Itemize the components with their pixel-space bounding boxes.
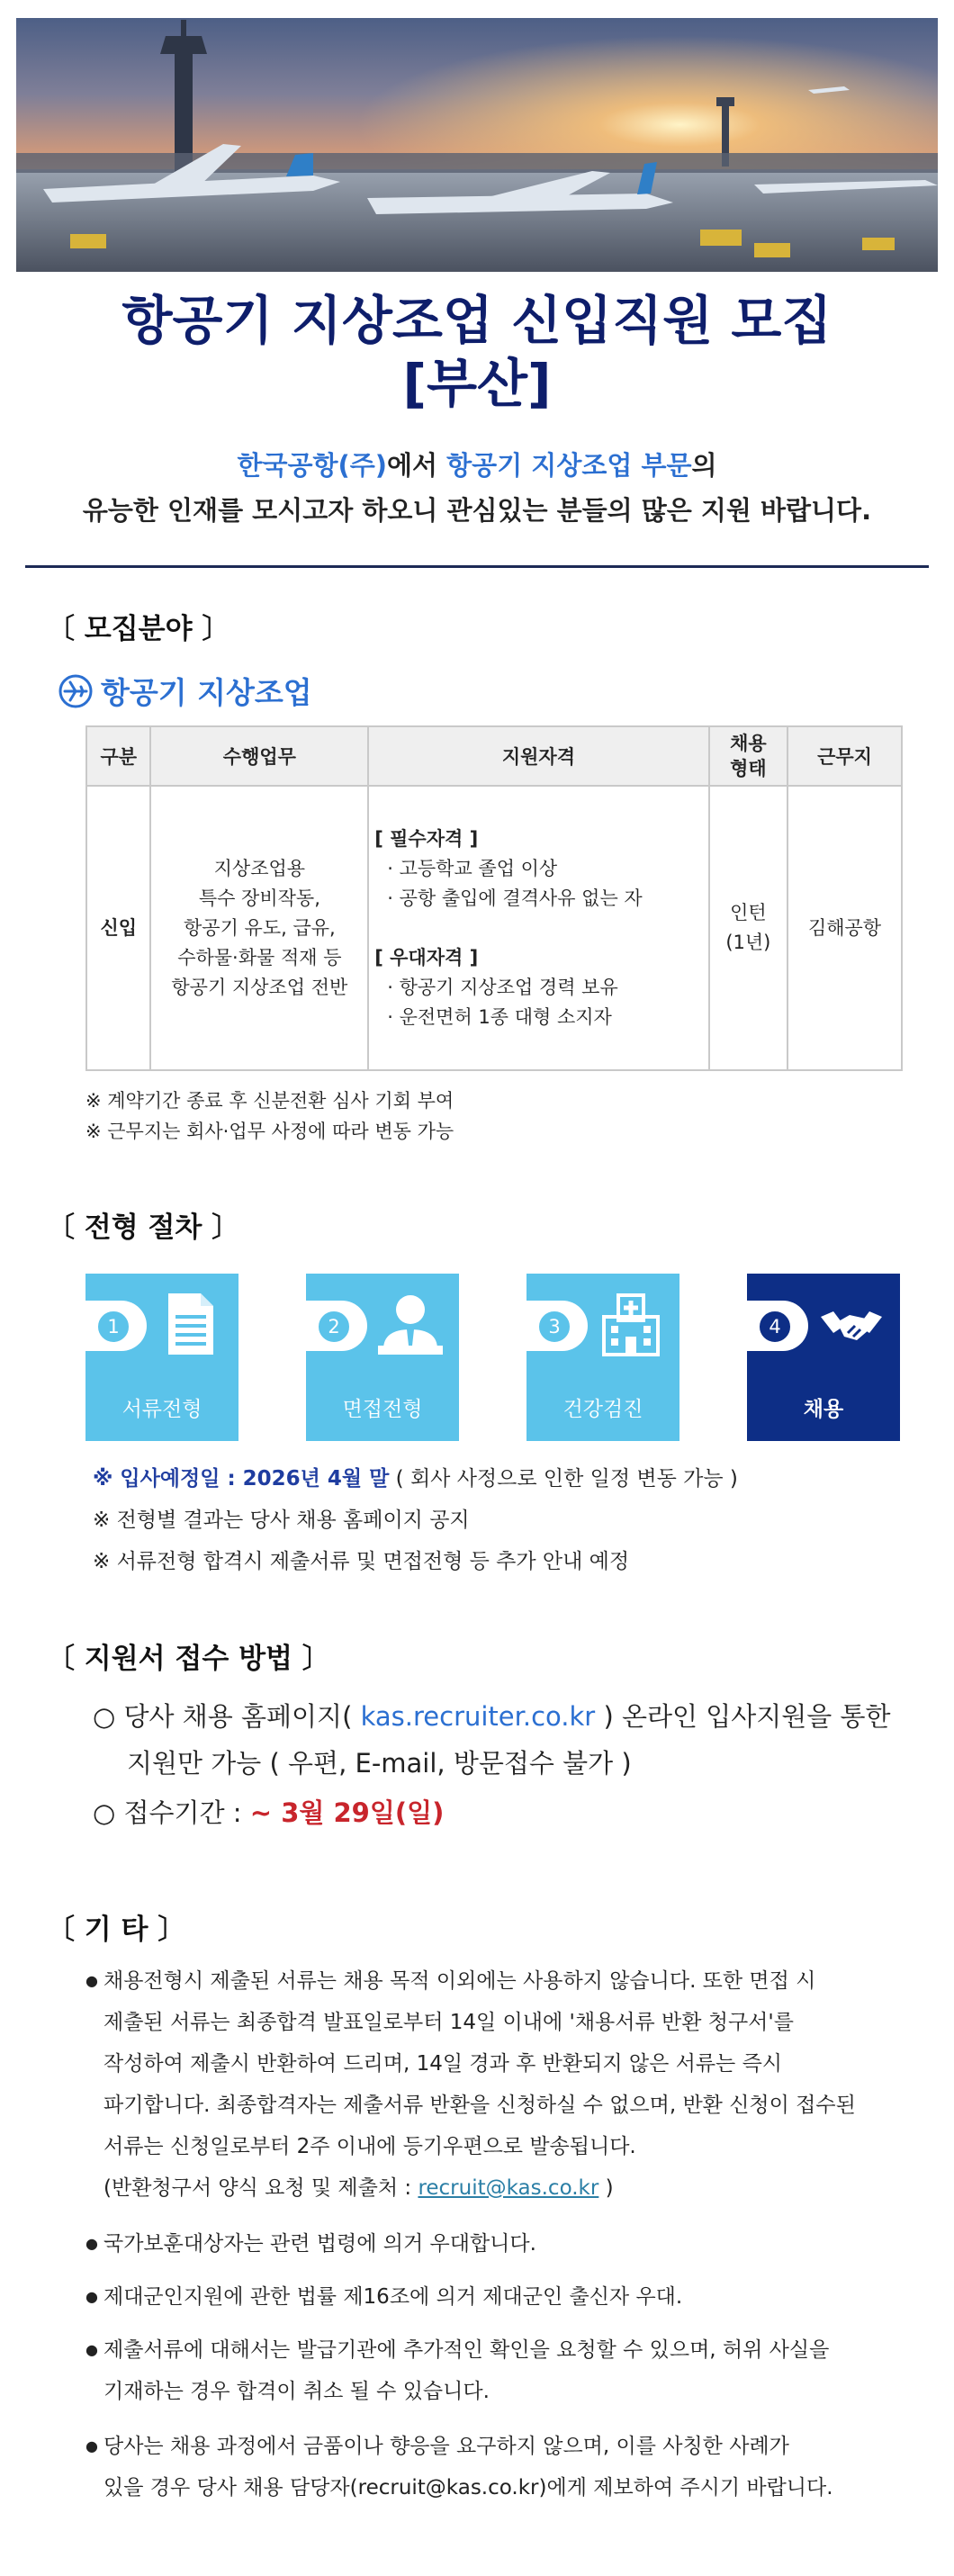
employment-type: 인턴 xyxy=(730,902,767,923)
step-number: 4 xyxy=(758,1310,792,1344)
col-duties: 수행업무 xyxy=(150,726,368,786)
process-note-start-date xyxy=(93,1462,738,1491)
required-heading: [ 필수자격 ] xyxy=(374,827,479,850)
misc-line: 기재하는 경우 합격이 취소 될 수 있습니다. xyxy=(104,2380,490,2403)
step-number: 1 xyxy=(96,1310,130,1344)
misc-line-contact xyxy=(104,2167,896,2209)
section-title-process: 〔 전형 절차 〕 xyxy=(47,1211,240,1244)
preferred-item: · 운전면허 1종 대형 소지자 xyxy=(387,1005,612,1028)
duty-line: 특수 장비작동, xyxy=(198,887,320,909)
airport-sunset-illustration xyxy=(16,18,938,272)
contact-end: ) xyxy=(598,2176,614,2200)
step-label: 서류전형 xyxy=(122,1398,202,1421)
bullet-icon: ● xyxy=(86,2235,98,2252)
preferred-item: · 항공기 지상조업 경력 보유 xyxy=(387,976,618,998)
misc-line: 당사는 채용 과정에서 금품이나 향응을 요구하지 않으며, 이를 사칭한 사례가 xyxy=(104,2435,789,2458)
cell-duties xyxy=(150,786,368,1070)
handshake-icon xyxy=(817,1290,886,1358)
col-category: 구분 xyxy=(86,726,150,786)
table-header-row xyxy=(86,726,902,786)
cell-category: 신입 xyxy=(86,786,150,1070)
misc-item-fraud-warning xyxy=(86,2426,896,2508)
process-step-2 xyxy=(306,1274,459,1441)
col-qualification: 지원자격 xyxy=(368,726,708,786)
job-note: ※ 계약기간 종료 후 신분전환 심사 기회 부여 xyxy=(86,1090,454,1112)
process-note: ※ 서류전형 합격시 제출서류 및 면접전형 등 추가 안내 예정 xyxy=(93,1550,630,1573)
process-step-4 xyxy=(747,1274,900,1441)
duty-line: 항공기 지상조업 전반 xyxy=(171,976,348,998)
job-note: ※ 근무지는 회사·업무 사정에 따라 변동 가능 xyxy=(86,1121,454,1142)
step-number: 3 xyxy=(537,1310,572,1344)
preferred-heading: [ 우대자격 ] xyxy=(374,946,479,968)
document-icon xyxy=(156,1290,224,1358)
process-step-1 xyxy=(86,1274,238,1441)
apply-method-line-2: 지원만 가능 ( 우편, E-mail, 방문접수 불가 ) xyxy=(127,1748,632,1779)
required-item: · 고등학교 졸업 이상 xyxy=(387,857,558,879)
apply-period-label: ○ 접수기간 : xyxy=(93,1797,250,1828)
apply-period xyxy=(93,1793,444,1830)
misc-line: 서류는 신청일로부터 2주 이내에 등기우편으로 발송됩니다. xyxy=(104,2135,636,2158)
employment-duration: (1년) xyxy=(725,932,771,953)
start-date-highlight: ※ 입사예정일 : 2026년 4월 말 xyxy=(93,1467,390,1491)
misc-line: 제출서류에 대해서는 발급기관에 추가적인 확인을 요청할 수 있으며, 허위 사실을 xyxy=(104,2338,830,2362)
misc-line: 채용전형시 제출된 서류는 채용 목적 이외에는 사용하지 않습니다. 또한 면접 시 xyxy=(104,1969,816,1993)
bullet-icon: ● xyxy=(86,2288,98,2305)
apply-deadline: ~ 3월 29일(일) xyxy=(249,1797,445,1828)
bullet-icon: ● xyxy=(86,2341,98,2358)
cell-location: 김해공항 xyxy=(788,786,902,1070)
col-location: 근무지 xyxy=(788,726,902,786)
process-note: ※ 전형별 결과는 당사 채용 홈페이지 공지 xyxy=(93,1509,470,1532)
section-title-misc: 〔 기 타 〕 xyxy=(47,1914,186,1946)
airplane-circle-icon xyxy=(58,673,94,709)
step-label: 면접전형 xyxy=(342,1398,423,1421)
job-heading xyxy=(58,670,312,712)
col-employment-type: 채용 형태 xyxy=(709,726,788,786)
interviewer-icon xyxy=(376,1290,445,1358)
cell-qualification xyxy=(368,786,708,1070)
bullet-icon: ● xyxy=(86,1972,98,1989)
intro-mid: 에서 xyxy=(387,450,447,481)
recruit-site-link[interactable]: kas.recruiter.co.kr xyxy=(360,1701,596,1732)
misc-line: 작성하여 제출시 반환하여 드리며, 14일 경과 후 반환되지 않은 서류는 즉시 xyxy=(104,2052,783,2076)
apply-method-line-1 xyxy=(93,1697,891,1734)
recruit-table xyxy=(86,725,903,1071)
intro-company: 한국공항(주) xyxy=(237,450,388,481)
hero-airport-image xyxy=(16,18,938,272)
table-row xyxy=(86,786,902,1070)
title-box xyxy=(16,272,938,443)
intro-end: 의 xyxy=(691,450,717,481)
misc-item-documents xyxy=(86,1960,896,2209)
misc-line: 제출된 서류는 최종합격 발표일로부터 14일 이내에 '채용서류 반환 청구서'를 xyxy=(104,2011,794,2034)
hospital-icon xyxy=(597,1290,665,1358)
section-title-field: 〔 모집분야 〕 xyxy=(47,613,230,645)
page-title: 항공기 지상조업 신입직원 모집 xyxy=(122,290,832,351)
contact-label: (반환청구서 양식 요청 및 제출처 : xyxy=(104,2176,418,2200)
intro-line-1 xyxy=(0,446,954,482)
apply-text: ○ 당사 채용 홈페이지( xyxy=(93,1701,361,1732)
bullet-icon: ● xyxy=(86,2437,98,2454)
intro-dept: 항공기 지상조업 부문 xyxy=(446,450,692,481)
misc-line: 국가보훈대상자는 관련 법령에 의거 우대합니다. xyxy=(104,2232,536,2256)
start-date-rest: ( 회사 사정으로 인한 일정 변동 가능 ) xyxy=(389,1467,738,1491)
misc-line: 파기합니다. 최종합격자는 제출서류 반환을 신청하실 수 없으며, 반환 신청이 접수된 xyxy=(104,2094,856,2117)
page-title-region: [부산] xyxy=(402,353,552,414)
misc-item-veterans xyxy=(86,2223,896,2265)
duty-line: 항공기 유도, 급유, xyxy=(184,916,336,939)
job-name: 항공기 지상조업 xyxy=(101,675,312,710)
step-label: 채용 xyxy=(803,1398,844,1421)
process-step-3 xyxy=(526,1274,680,1441)
cell-employment-type xyxy=(709,786,788,1070)
misc-line: 제대군인지원에 관한 법률 제16조에 의거 제대군인 출신자 우대. xyxy=(104,2285,683,2309)
section-title-apply: 〔 지원서 접수 방법 〕 xyxy=(47,1643,330,1675)
recruit-email-link[interactable]: recruit@kas.co.kr xyxy=(418,2176,599,2200)
step-number: 2 xyxy=(317,1310,351,1344)
duty-line: 수하물·화물 적재 등 xyxy=(177,946,342,968)
apply-text: ) 온라인 입사지원을 통한 xyxy=(595,1701,891,1732)
step-label: 건강검진 xyxy=(562,1398,644,1421)
misc-line: 있을 경우 당사 채용 담당자(recruit@kas.co.kr)에게 제보하여 주시기 바랍니다. xyxy=(104,2476,833,2499)
intro-line-2: 유능한 인재를 모시고자 하오니 관심있는 분들의 많은 지원 바랍니다. xyxy=(82,495,872,526)
duty-line: 지상조업용 xyxy=(213,857,306,879)
required-item: · 공항 출입에 결격사유 없는 자 xyxy=(387,887,643,909)
section-divider xyxy=(25,565,929,568)
misc-item-verification xyxy=(86,2329,896,2412)
misc-item-discharged xyxy=(86,2276,896,2318)
